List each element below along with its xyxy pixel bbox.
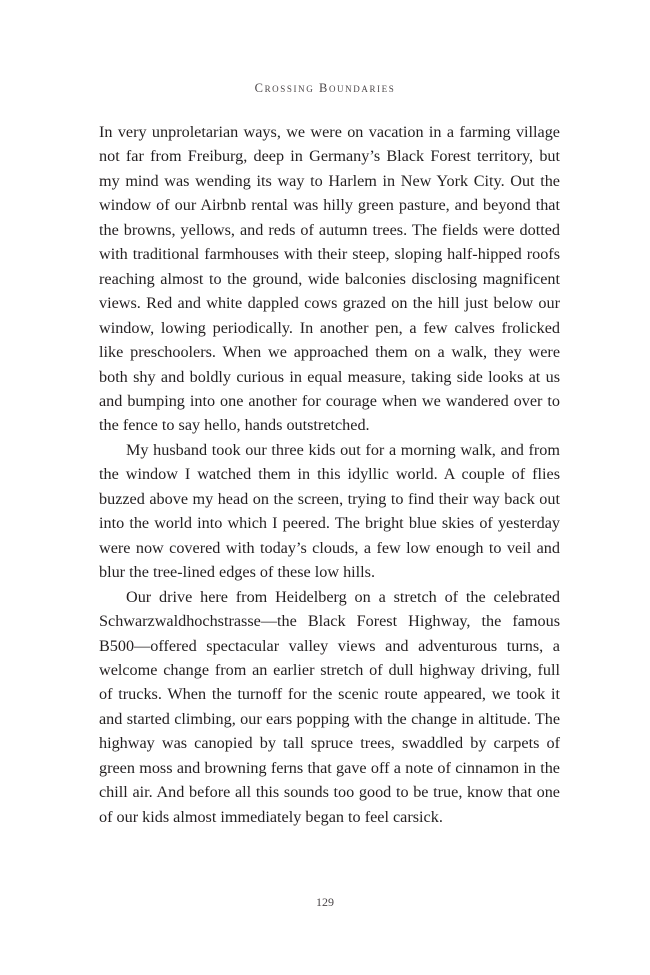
body-text (99, 120, 560, 829)
paragraph-3: Our drive here from Heidelberg on a stretch of the celebrated Schwarzwaldhochstrasse—the Black Forest Highway, the famous B500—offered spectacular valley views and adventurous turns, a welcome change from an earlier stretch of dull highway driving, full of trucks. When the turnoff for the scenic route appeared, we took it and started climbing, our ears popping with the change in altitude. The highway was canopied by tall spruce trees, swaddled by carpets of green moss and browning ferns that gave off a note of cinnamon in the chill air. And before all this sounds too good to be true, know that one of our kids almost immediately began to feel carsick. (99, 587, 560, 826)
page-number: 129 (316, 895, 334, 909)
paragraph-2: My husband took our three kids out for a morning walk, and from the window I watched them in this idyllic world. A couple of flies buzzed above my head on the screen, trying to find their way back out into the world into which I peered. The bright blue skies of yesterday were now covered with today’s clouds, a few low enough to veil and blur the tree-lined edges of these low hills. (99, 440, 560, 582)
paragraph-1: In very unproletarian ways, we were on vacation in a farming village not far from Freiburg, deep in Germany’s Black Forest territory, but my mind was wending its way to Harlem in New York City. Out the window of our Airbnb rental was hilly green pasture, and beyond that the browns, yellows, and reds of autumn trees. The fields were dotted with traditional farmhouses with their steep, sloping half-hipped roofs reaching almost to the ground, wide balconies disclosing magnificent views. Red and white dappled cows grazed on the hill just below our window, lowing periodically. In another pen, a few calves frolicked like preschoolers. When we approached them on a walk, they were both shy and boldly curious in equal measure, taking side looks at us and bumping into one another for courage when we wandered over to the fence to say hello, hands outstretched. (99, 123, 560, 435)
running-head: Crossing Boundaries (254, 81, 396, 95)
